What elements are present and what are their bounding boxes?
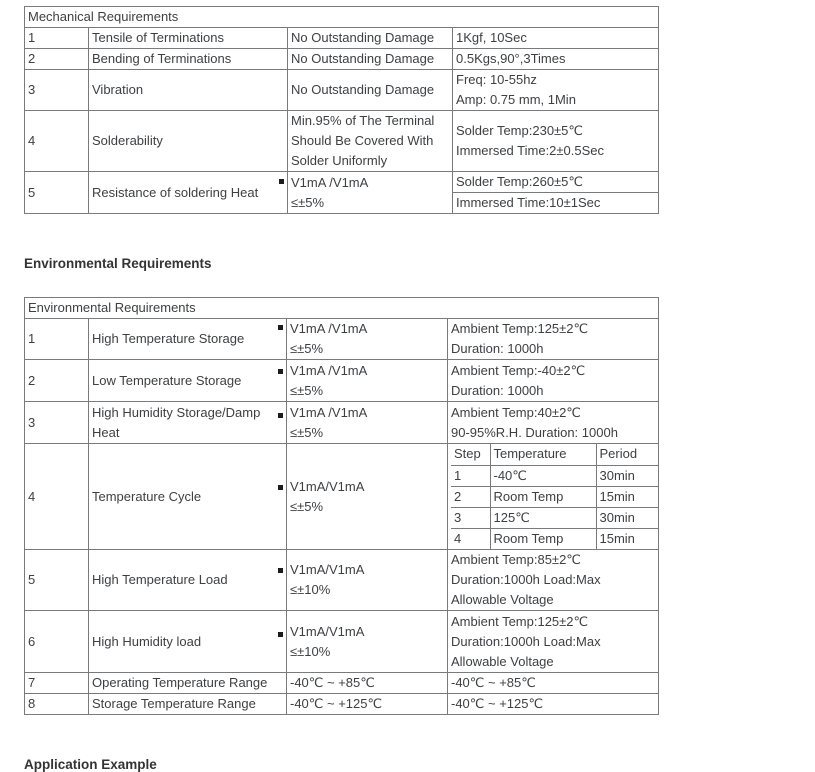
criteria-line: ≤±5% [290,341,324,356]
condition-cell [453,70,659,111]
item-cell [89,444,287,550]
criteria-line: V1mA/V1mA [290,478,365,494]
condition-line: Amp: 0.75 mm, 1Min [456,92,576,107]
condition-cell: Immersed Time:10±1Sec [453,193,659,214]
footnote-marker-icon [278,632,283,637]
condition-cell [448,360,659,402]
table-title: Environmental Requirements [25,298,659,319]
table-row [25,319,659,360]
cycle-step: 4 [454,530,462,546]
condition-line: Ambient Temp:-40±2℃ [451,362,586,378]
criteria-line: ≤±10% [290,582,331,597]
item-label: High Temperature Storage [92,331,245,346]
criteria-line: ≤±5% [290,424,324,440]
table-row [25,172,659,193]
item-cell [89,319,287,360]
item-cell [89,611,287,673]
item-label: High Humidity load [92,633,202,649]
condition-cell: 0.5Kgs,90°,3Times [453,49,659,70]
item-cell: Operating Temperature Range [89,673,287,694]
table-row [25,673,659,694]
condition-line: Immersed Time:2±0.5Sec [456,143,605,158]
item-label: High Temperature Load [92,572,228,587]
condition-cell [448,444,659,550]
cycle-period: 15min [596,528,659,549]
cycle-row [451,465,659,486]
table-row [25,49,659,70]
condition-line: Ambient Temp:125±2℃ [451,321,589,336]
criteria-cell [287,319,448,360]
condition-line: Ambient Temp:125±2℃ [451,613,589,629]
condition-line: Solder Temp:230±5℃ [456,123,584,138]
criteria-line: Solder Uniformly [291,153,388,168]
condition-cell: -40℃ ~ +125℃ [448,694,659,715]
row-number: 4 [25,444,89,550]
table-row [25,360,659,402]
table-row [25,444,659,550]
temperature-cycle-table [451,444,659,549]
cycle-temperature: Room Temp [490,486,596,507]
table-row [25,611,659,673]
row-number: 2 [25,49,89,70]
criteria-cell [287,550,448,611]
criteria-cell [287,611,448,673]
row-number: 1 [25,28,89,49]
footnote-marker-icon [278,325,283,330]
cycle-header-step: Step [451,444,490,465]
item-line: Heat [92,424,120,440]
table-row [25,550,659,611]
criteria-line: V1mA /V1mA [290,362,368,378]
condition-line: Freq: 10-55hz [456,72,537,87]
criteria-line: V1mA/V1mA [290,623,365,639]
table-row [25,694,659,715]
condition-cell: 1Kgf, 10Sec [453,28,659,49]
condition-cell: Solder Temp:260±5℃ [453,172,659,193]
condition-line: Duration:1000h Load:Max [451,633,601,649]
cycle-temperature: Room Temp [490,528,596,549]
item-cell: Vibration [89,70,288,111]
cycle-header-temperature: Temperature [490,444,596,465]
row-number: 7 [25,673,89,694]
row-number: 3 [25,402,89,444]
footnote-marker-icon [279,179,284,184]
cycle-period: 30min [596,465,659,486]
criteria-cell [288,111,453,172]
row-number: 3 [25,70,89,111]
criteria-line: V1mA /V1mA [290,321,368,336]
cycle-step: 2 [451,486,490,507]
item-cell [89,172,288,214]
row-number: 1 [25,319,89,360]
criteria-cell: No Outstanding Damage [288,70,453,111]
cycle-step: 1 [451,465,490,486]
condition-line: Ambient Temp:40±2℃ [451,404,581,420]
criteria-line: Min.95% of The Terminal [291,113,435,128]
mechanical-requirements-table [24,6,659,214]
condition-cell [448,402,659,444]
item-cell: Solderability [89,111,288,172]
criteria-line: V1mA /V1mA [291,174,369,190]
cycle-temperature: 125℃ [490,507,596,528]
item-cell [89,402,287,444]
criteria-cell [287,402,448,444]
item-cell [89,550,287,611]
criteria-cell: -40℃ ~ +85℃ [287,673,448,694]
cycle-header-row [451,444,659,465]
row-number: 6 [25,611,89,673]
criteria-line: ≤±5% [291,194,325,210]
condition-line: Ambient Temp:85±2℃ [451,552,581,567]
table-title-row [25,7,659,28]
item-label: Temperature Cycle [92,488,202,504]
cycle-row [451,528,659,549]
item-cell: Tensile of Terminations [89,28,288,49]
item-label: Resistance of soldering Heat [92,184,259,200]
footnote-marker-icon [278,568,283,573]
item-cell [89,360,287,402]
section-heading-application: Application Example [24,757,157,772]
criteria-cell: No Outstanding Damage [288,28,453,49]
footnote-marker-icon [278,369,283,374]
table-title: Mechanical Requirements [25,7,659,28]
condition-cell [448,611,659,673]
row-number: 8 [25,694,89,715]
row-number: 4 [25,111,89,172]
row-number: 5 [25,550,89,611]
criteria-line: V1mA/V1mA [290,562,365,577]
row-number: 2 [25,360,89,402]
criteria-line: ≤±5% [290,498,324,514]
item-cell: Storage Temperature Range [89,694,287,715]
cycle-temperature: -40℃ [490,465,596,486]
condition-cell: -40℃ ~ +85℃ [448,673,659,694]
condition-cell [448,319,659,360]
condition-cell [453,111,659,172]
table-row [25,111,659,172]
item-line: High Humidity Storage/Damp [92,404,261,420]
condition-cell [448,550,659,611]
cycle-step: 3 [451,507,490,528]
criteria-line: ≤±10% [290,643,331,659]
condition-line: Duration: 1000h [451,341,544,356]
cycle-header-period: Period [596,444,659,465]
criteria-cell: -40℃ ~ +125℃ [287,694,448,715]
footnote-marker-icon [278,413,283,418]
condition-line: Allowable Voltage [451,592,554,607]
criteria-cell [287,444,448,550]
condition-line: Allowable Voltage [451,653,554,669]
footnote-marker-icon [278,485,283,490]
section-heading-environmental: Environmental Requirements [24,256,212,271]
table-row [25,70,659,111]
table-row [25,28,659,49]
table-row [25,402,659,444]
criteria-line: V1mA /V1mA [290,404,368,420]
criteria-line: ≤±5% [290,382,324,398]
condition-line: Duration:1000h Load:Max [451,572,601,587]
cycle-period: 30min [596,507,659,528]
cycle-row [451,486,659,507]
criteria-cell: No Outstanding Damage [288,49,453,70]
item-cell: Bending of Terminations [89,49,288,70]
table-title-row [25,298,659,319]
condition-line: Duration: 1000h [451,382,544,398]
cycle-row [451,507,659,528]
row-number: 5 [25,172,89,214]
condition-line: 90-95%R.H. Duration: 1000h [451,424,618,440]
cycle-period: 15min [596,486,659,507]
criteria-line: Should Be Covered With [291,133,434,148]
criteria-cell [287,360,448,402]
item-label: Low Temperature Storage [92,372,242,388]
environmental-requirements-table [24,297,659,715]
criteria-cell [288,172,453,214]
